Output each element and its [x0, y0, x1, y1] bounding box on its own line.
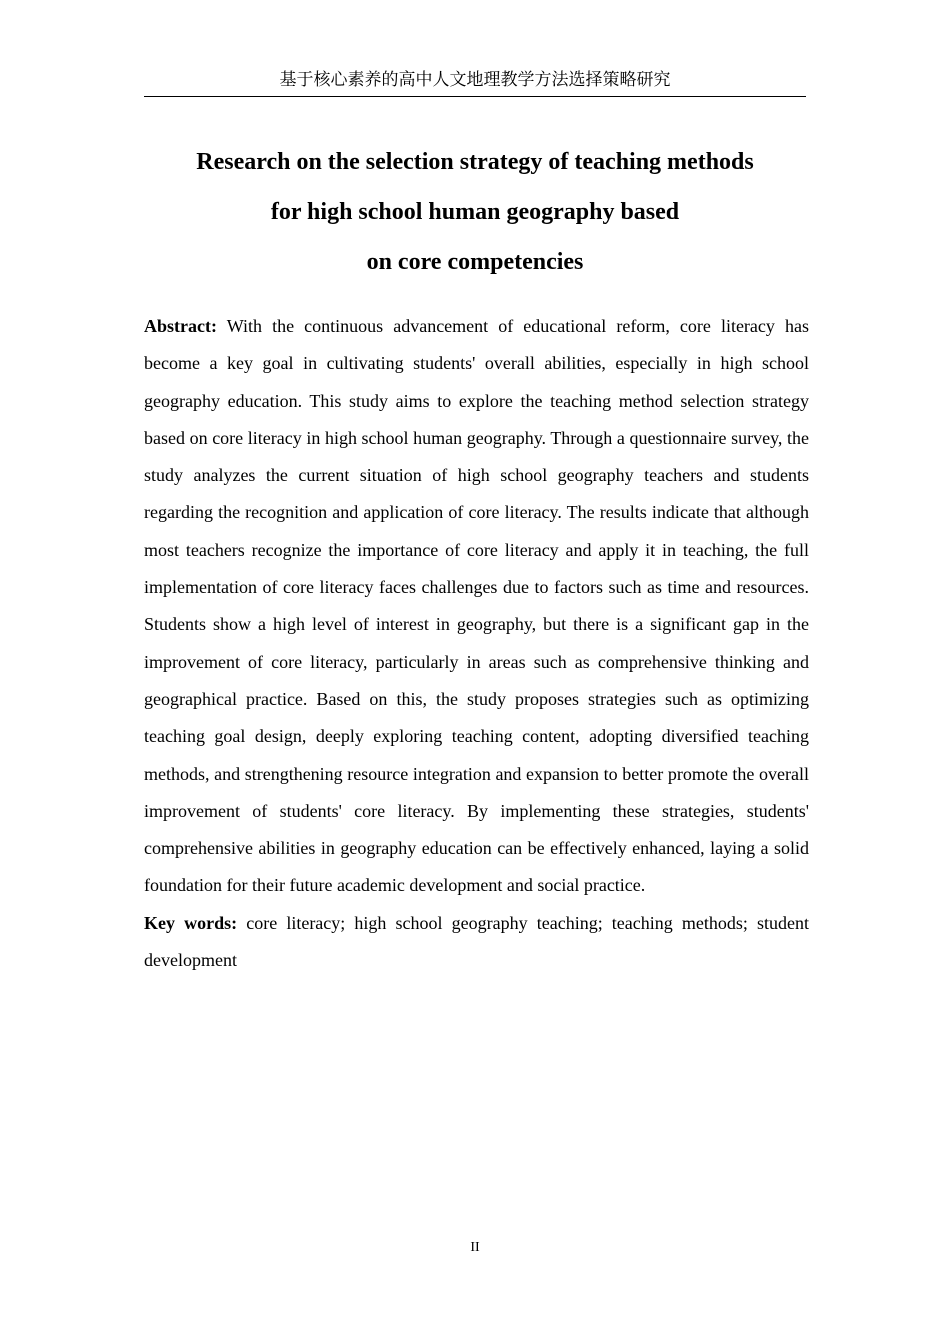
abstract-label: Abstract: — [144, 316, 217, 336]
abstract-section — [144, 308, 809, 979]
page-number: II — [470, 1240, 480, 1255]
running-header: 基于核心素养的高中人文地理教学方法选择策略研究 — [279, 70, 671, 90]
keywords-label: Key words: — [144, 912, 238, 933]
abstract-paragraph — [144, 308, 809, 905]
keywords-paragraph — [144, 905, 809, 980]
title-line-3: on core competencies — [366, 249, 584, 275]
keywords-text: core literacy; high school geography teaching; teaching methods; student development — [144, 912, 810, 971]
header-rule — [144, 96, 806, 97]
title-line-2: for high school human geography based — [270, 199, 680, 225]
abstract-text: With the continuous advancement of educational reform, core literacy has become a key goal in cultivating students' overall abilities, especially in high school geography education. This study aims to explore the teaching method selection strategy based on core literacy in high school human geography. Through a questionnaire survey, the study analyzes the current situation of high school geography teachers and students regarding the recognition and application of core literacy. The results indicate that although most teachers recognize the importance of core literacy and apply it in teaching, the full implementation of core literacy faces challenges due to factors such as time and resources. Students show a high level of interest in geography, but there is a significant gap in the improvement of core literacy, particularly in areas such as comprehensive thinking and geographical practice. Based on this, the study proposes strategies such as optimizing teaching goal design, deeply exploring teaching content, adopting diversified teaching methods, and strengthening resource integration and expansion to better promote the overall improvement of students' core literacy. By implementing these strategies, students' comprehensive abilities in geography education can be effectively enhanced, laying a solid foundation for their future academic development and social practice. — [144, 316, 809, 896]
paper-title — [144, 137, 806, 287]
title-line-1: Research on the selection strategy of teaching methods — [196, 149, 754, 175]
